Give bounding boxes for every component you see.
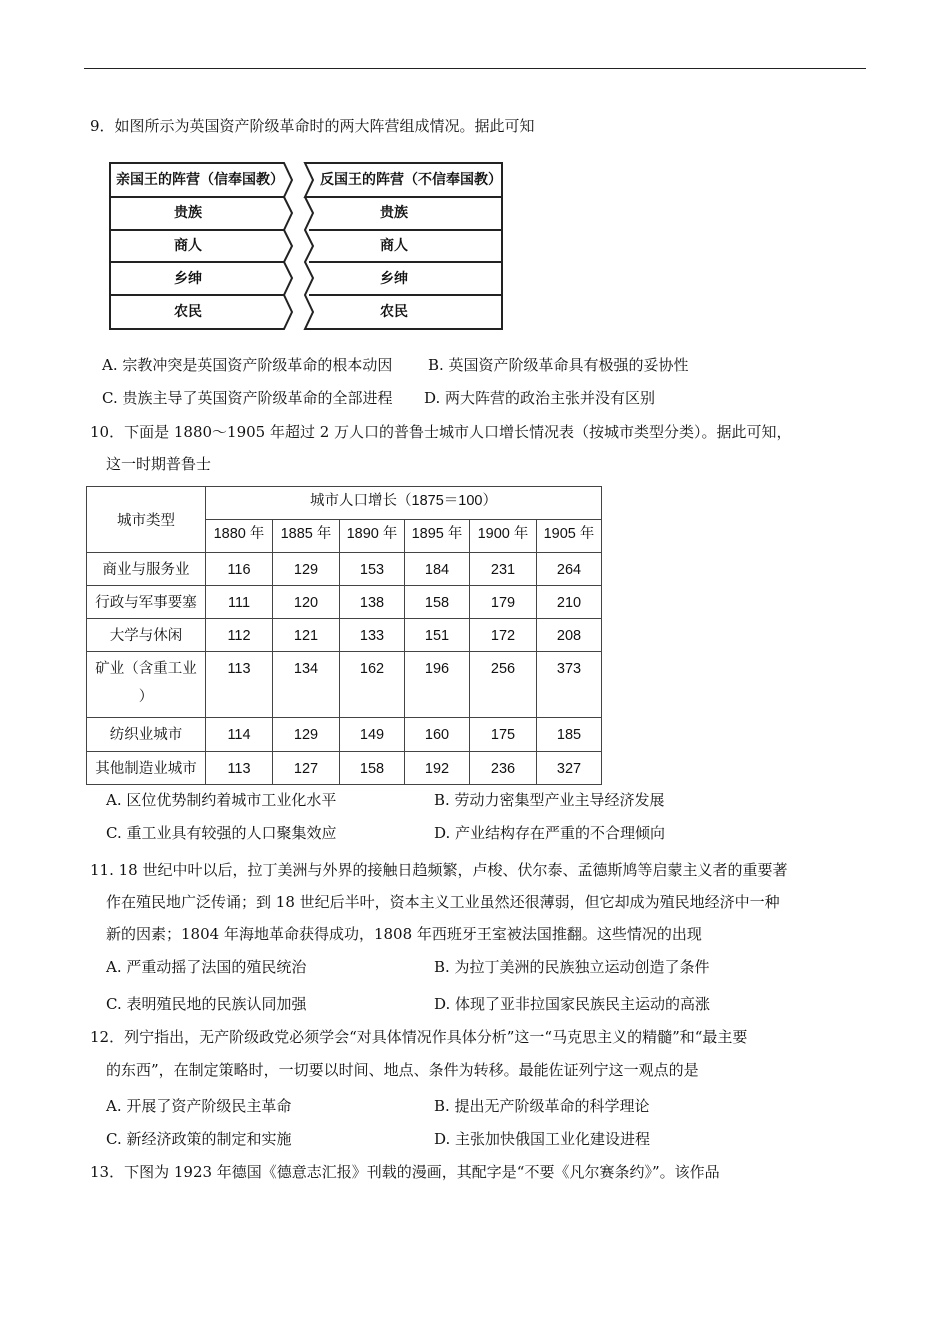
table-row: [87, 553, 602, 586]
q9-option-a[interactable]: A. 宗教冲突是英国资产阶级革命的根本动因: [102, 356, 393, 374]
q10-option-a[interactable]: A. 区位优势制约着城市工业化水平: [106, 791, 337, 809]
cell-value: 208: [537, 619, 602, 652]
cell-value: 120: [273, 586, 340, 619]
cell-value: 236: [470, 752, 537, 785]
cell-value: 153: [340, 553, 405, 586]
q10-stem-line1: 10．下面是 1880～1905 年超过 2 万人口的普鲁士城市人口增长情况表（按城市类型分类）。据此可知，: [90, 423, 792, 441]
table-corner: 城市类型: [87, 487, 206, 553]
q9-option-b[interactable]: B. 英国资产阶级革命具有极强的妥协性: [428, 356, 689, 374]
cell-value: 184: [405, 553, 470, 586]
q12-stem-line1: 12．列宁指出，无产阶级政党必须学会“对具体情况作具体分析”这一“马克思主义的精髓”和“最主要: [90, 1028, 748, 1046]
q11-option-a[interactable]: A. 严重动摇了法国的殖民统治: [106, 958, 307, 976]
header-rule: [84, 68, 866, 69]
cell-value: 158: [340, 752, 405, 785]
q10-population-table: [86, 486, 602, 785]
q13-stem: 13．下图为 1923 年德国《德意志汇报》刊载的漫画，其配字是“不要《凡尔赛条约》”。该作品: [90, 1163, 720, 1181]
row-city-type: 其他制造业城市: [87, 752, 206, 785]
cell-value: 113: [206, 752, 273, 785]
q9-stem: 9．如图所示为英国资产阶级革命时的两大阵营组成情况。据此可知: [90, 117, 535, 135]
cell-value: 179: [470, 586, 537, 619]
q12-option-d[interactable]: D. 主张加快俄国工业化建设进程: [434, 1130, 651, 1148]
cell-value: 231: [470, 553, 537, 586]
q12-option-b[interactable]: B. 提出无产阶级革命的科学理论: [434, 1097, 650, 1115]
table-row: [87, 652, 602, 718]
q9-option-d[interactable]: D. 两大阵营的政治主张并没有区别: [424, 389, 656, 407]
row-city-type-line2: ）: [138, 689, 154, 705]
q11-option-b[interactable]: B. 为拉丁美洲的民族独立运动创造了条件: [434, 958, 710, 976]
q10-option-d[interactable]: D. 产业结构存在严重的不合理倾向: [434, 824, 666, 842]
right-camp-row: 商人: [380, 238, 408, 254]
table-year-header: 1905 年: [537, 520, 602, 553]
row-city-type: [87, 652, 206, 718]
q12-stem-line2: 的东西”，在制定策略时，一切要以时间、地点、条件为转移。最能佐证列宁这一观点的是: [106, 1061, 699, 1079]
cell-value: 133: [340, 619, 405, 652]
cell-value: 158: [405, 586, 470, 619]
left-camp-row: 乡绅: [174, 271, 202, 287]
cell-value: 256: [470, 652, 537, 718]
q10-option-c[interactable]: C. 重工业具有较强的人口聚集效应: [106, 824, 337, 842]
right-camp-title: 反国王的阵营（不信奉国教）: [320, 172, 502, 188]
cell-value: 185: [537, 718, 602, 752]
cell-value: 111: [206, 586, 273, 619]
cell-value: 129: [273, 553, 340, 586]
right-camp-row: 乡绅: [380, 271, 408, 287]
row-city-type: 大学与休闲: [87, 619, 206, 652]
left-camp-row: 贵族: [174, 205, 202, 221]
cell-value: 149: [340, 718, 405, 752]
cell-value: 127: [273, 752, 340, 785]
table-year-header: 1895 年: [405, 520, 470, 553]
cell-value: 175: [470, 718, 537, 752]
q10-option-b[interactable]: B. 劳动力密集型产业主导经济发展: [434, 791, 665, 809]
table-row: [87, 718, 602, 752]
q11-option-d[interactable]: D. 体现了亚非拉国家民族民主运动的高涨: [434, 995, 711, 1013]
table-row: [87, 752, 602, 785]
cell-value: 196: [405, 652, 470, 718]
left-camp-title: 亲国王的阵营（信奉国教）: [116, 172, 284, 188]
q11-stem-line2: 作在殖民地广泛传诵；到 18 世纪后半叶，资本主义工业虽然还很薄弱，但它却成为殖民地经济中一种: [106, 893, 780, 911]
left-camp-row: 农民: [174, 304, 202, 320]
cell-value: 134: [273, 652, 340, 718]
right-camp-row: 农民: [380, 304, 408, 320]
cell-value: 114: [206, 718, 273, 752]
row-city-type-line1: 矿业（含重工业: [95, 661, 197, 677]
q9-camps-diagram: [108, 160, 508, 332]
cell-value: 162: [340, 652, 405, 718]
q12-option-c[interactable]: C. 新经济政策的制定和实施: [106, 1130, 292, 1148]
cell-value: 373: [537, 652, 602, 718]
row-city-type: 纺织业城市: [87, 718, 206, 752]
cell-value: 160: [405, 718, 470, 752]
cell-value: 116: [206, 553, 273, 586]
q10-stem-line2: 这一时期普鲁士: [106, 455, 212, 473]
cell-value: 112: [206, 619, 273, 652]
q9-option-c[interactable]: C. 贵族主导了英国资产阶级革命的全部进程: [102, 389, 393, 407]
cell-value: 264: [537, 553, 602, 586]
table-group-header: 城市人口增长（1875＝100）: [206, 487, 602, 520]
table-year-header: 1890 年: [340, 520, 405, 553]
q11-option-c[interactable]: C. 表明殖民地的民族认同加强: [106, 995, 307, 1013]
cell-value: 138: [340, 586, 405, 619]
cell-value: 129: [273, 718, 340, 752]
q12-option-a[interactable]: A. 开展了资产阶级民主革命: [106, 1097, 292, 1115]
q11-stem-line1: 11. 18 世纪中叶以后，拉丁美洲与外界的接触日趋频繁，卢梭、伏尔泰、孟德斯鸠等启蒙主义者的重要著: [90, 861, 788, 879]
cell-value: 172: [470, 619, 537, 652]
cell-value: 151: [405, 619, 470, 652]
right-camp-row: 贵族: [380, 205, 408, 221]
table-row: [87, 586, 602, 619]
table-year-header: 1900 年: [470, 520, 537, 553]
table-year-header: 1880 年: [206, 520, 273, 553]
row-city-type: 行政与军事要塞: [87, 586, 206, 619]
left-camp-row: 商人: [174, 238, 202, 254]
cell-value: 327: [537, 752, 602, 785]
table-row: [87, 619, 602, 652]
cell-value: 192: [405, 752, 470, 785]
row-city-type: 商业与服务业: [87, 553, 206, 586]
cell-value: 121: [273, 619, 340, 652]
table-year-header: 1885 年: [273, 520, 340, 553]
cell-value: 210: [537, 586, 602, 619]
cell-value: 113: [206, 652, 273, 718]
q11-stem-line3: 新的因素；1804 年海地革命获得成功，1808 年西班牙王室被法国推翻。这些情况的出现: [106, 925, 702, 943]
